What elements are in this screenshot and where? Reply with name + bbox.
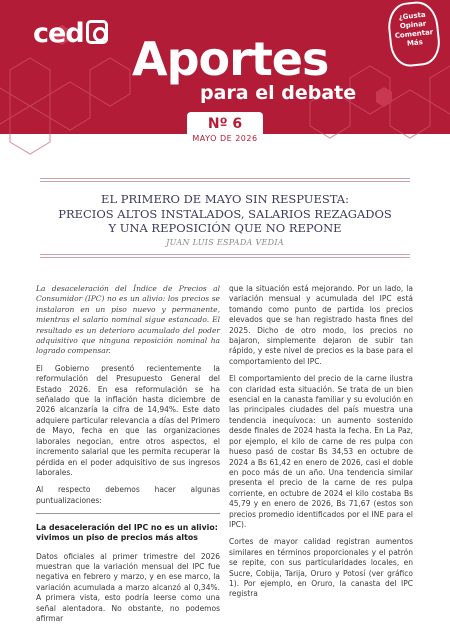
section-divider: [36, 513, 220, 514]
article-title-line: PRECIOS ALTOS INSTALADOS, SALARIOS REZAGADOS: [58, 206, 392, 221]
divider-top: [40, 178, 410, 179]
badge-line: Opinar: [399, 19, 427, 31]
issue-number: Nº 6: [207, 116, 243, 132]
body-paragraph: que la situación está mejorando. Por un lado, la variación mensual y acumulada del IPC está tomando como punto de partida los precios elevados que se han registrado hasta fines del 2025. Dicho de otro modo, los precios no bajaron, simplemente dejaron de subir tan rápido, y este nivel de precios es la base para el comportamiento del IPC.: [229, 284, 413, 366]
body-paragraph: El Gobierno presentó recientemente la reformulación del Presupuesto General del Estado 2026. En esa reformulación se ha señalado que la inflación hasta diciembre de 2026 alcanzaría la cifra de 14,94%. Este dato adquiere particular relevancia a días del Primero de Mayo, fecha en que las organizaciones laborales negocian, entre otros aspectos, el incremento salarial que les permita recuperar la pérdida en el poder adquisitivo de sus ingresos laborales.: [36, 363, 220, 477]
badge-line: Comentar: [394, 28, 434, 40]
body-paragraph: Datos oficiales al primer trimestre del 2026 muestran que la variación mensual del IPC fue negativa en febrero y marzo, y en ese marco, la variación acumulada a marzo alcanzó al 0,34%. A primera vista, esto podría leerse como una señal alentadora. No obstante, no podemos afirmar: [36, 551, 220, 623]
article-title-line: Y UNA REPOSICIÓN QUE NO REPONE: [108, 221, 342, 236]
publication-subtitle: para el debate: [200, 82, 357, 104]
divider-bottom: [40, 254, 410, 255]
right-column: [229, 284, 413, 600]
comment-badge[interactable]: [386, 0, 442, 68]
body-paragraph: Al respecto debemos hacer algunas puntualizaciones:: [36, 485, 220, 505]
body-paragraph: Cortes de mayor calidad registran aumentos similares en términos proporcionales y el patrón se repite, con sus particularidades locales, en Sucre, Cobija, Tarija, Oruro y Potosí (ver gráfico 1). Por ejemplo, en Oruro, la canasta del IPC registra: [229, 537, 413, 599]
section-heading: La desaceleración del IPC no es un alivio: vivimos un piso de precios más altos: [36, 523, 218, 543]
divider-top-inner: [40, 181, 410, 182]
logo-a-icon: [86, 20, 108, 44]
left-column: [36, 284, 220, 623]
badge-line: Más: [406, 38, 424, 48]
publication-title: Aportes: [132, 32, 329, 86]
issue-date: MAYO DE 2026: [192, 134, 258, 143]
lead-paragraph: La desaceleración del Índice de Precios al Consumidor (IPC) no es un alivio: los precios se instalaron en un piso nuevo y permanente, mientras el salario nominal sigue estancado. El resultado es un deterioro acumulado del poder adquisitivo que ninguna reposición nominal ha logrado compensar.: [36, 284, 220, 356]
article-title: [40, 192, 410, 236]
article-author: JUAN LUIS ESPADA VEDIA: [166, 238, 284, 247]
badge-line: ¿Gusta: [398, 10, 426, 22]
article-title-line: EL PRIMERO DE MAYO SIN RESPUESTA:: [101, 192, 349, 206]
body-paragraph: El comportamiento del precio de la carne ilustra con claridad esta situación. Se trata de un bien esencial en la canasta familiar y su evolución en las principales ciudades del país muestra una tendencia inequívoca: un aumento sostenido desde finales de 2024 hasta la fecha. En La Paz, por ejemplo, el kilo de carne de res pulpa con hueso pasó de costar Bs 34,53 en octubre de 2024 a Bs 61,42 en enero de 2026, casi el doble en poco más de un año. Una tendencia similar presenta el precio de la carne de res pulpa corriente, en octubre de 2024 el kilo costaba Bs 45,79 y en enero de 2026, Bs 71,67 (estos son precios promedio identificados por el INE para el IPC).: [229, 374, 413, 529]
logo-text: ced: [33, 18, 84, 49]
divider-bottom-inner: [40, 257, 410, 258]
ceda-logo: [33, 18, 108, 49]
